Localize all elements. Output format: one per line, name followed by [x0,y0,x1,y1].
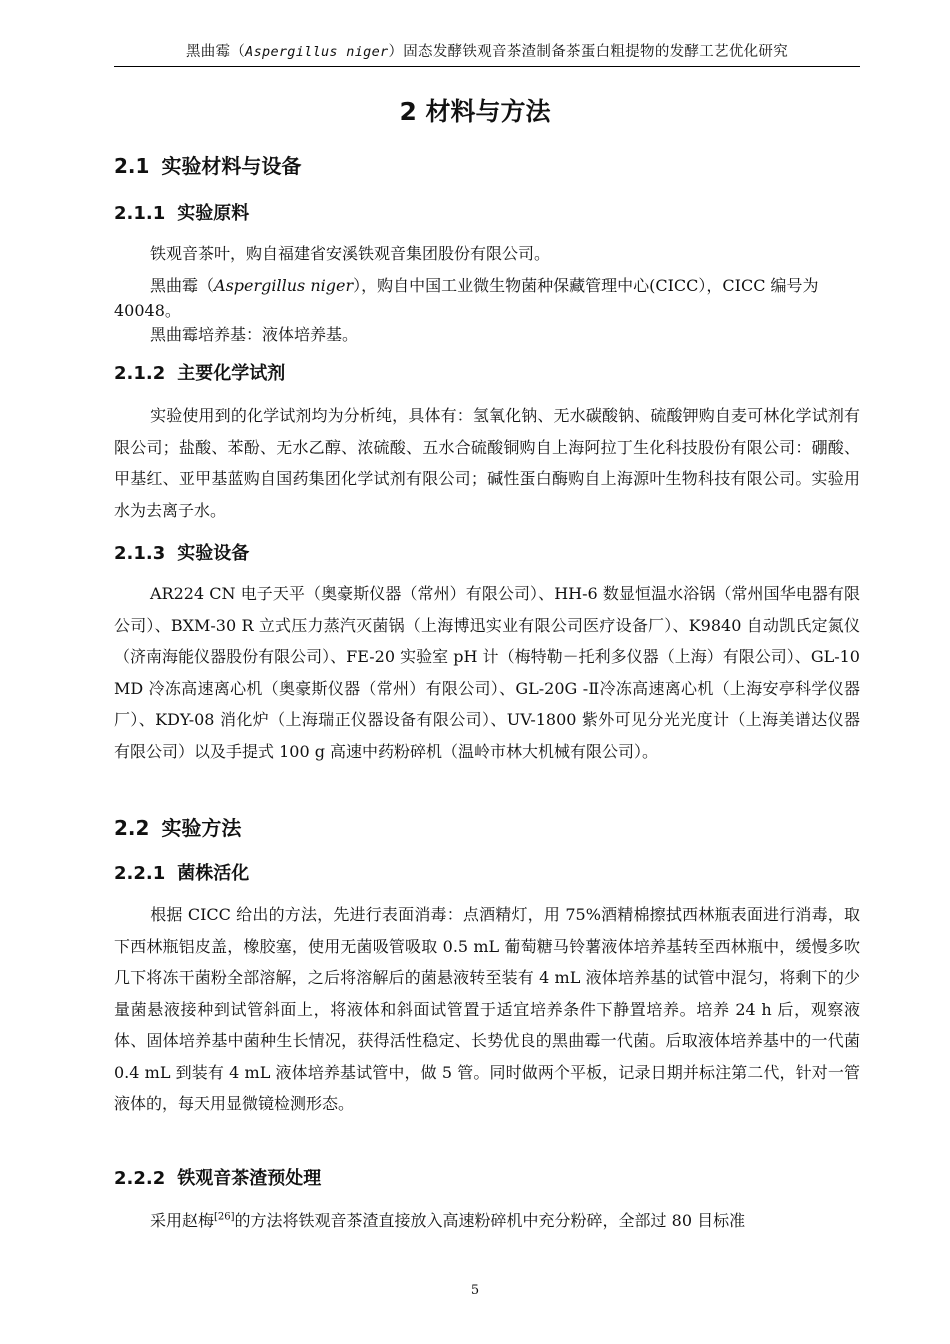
paragraph-pretreatment: 采用赵梅[26]的方法将铁观音茶渣直接放入高速粉碎机中充分粉碎，全部过 80 目标准 [150,1211,746,1230]
paragraph-reagents: 实验使用到的化学试剂均为分析纯，具体有：氢氧化钠、无水碳酸钠、硫酸钾购自麦可林化学试剂有限公司；盐酸、苯酚、无水乙醇、浓硫酸、五水合硫酸铜购自上海阿拉丁生化科技股份有限公司：硼酸、甲基红、亚甲基蓝购自国药集团化学试剂有限公司；碱性蛋白酶购自上海源叶生物科技有限公司。实验用水为去离子水。 [114,406,860,520]
header-suffix: ）固态发酵铁观音茶渣制备茶蛋白粗提物的发酵工艺优化研究 [388,44,789,60]
section-number: 2.1 [114,154,150,178]
section-2-1-3-heading [114,539,249,565]
section-title: 实验材料与设备 [161,154,302,178]
paragraph-strain-activation: 根据 CICC 给出的方法，先进行表面消毒：点酒精灯，用 75%酒精棉擦拭西林瓶表面进行消毒，取下西林瓶铝皮盖，橡胶塞，使用无菌吸管吸取 0.5 mL 葡萄糖马铃薯液体培养基转至西林瓶中，缓慢多吹几下将冻干菌粉全部溶解，之后将溶解后的菌悬液转至装有 4 mL 液体培养基的试管中混匀，将剩下的少量菌悬液接种到试管斜面上，将液体和斜面试管置于适宜培养条件下静置培养。培养 24 h 后，观察液体、固体培养基中菌种生长情况，获得活性稳定、长势优良的黑曲霉一代菌。后取液体培养基中的一代菌 0.4 mL 到装有 4 mL 液体培养基试管中，做 5 管。同时做两个平板，记录日期并标注第二代，针对一管液体的，每天用显微镜检测形态。 [114,905,860,1113]
paragraph-medium: 黑曲霉培养基：液体培养基。 [150,325,359,344]
section-title: 实验设备 [177,543,250,564]
section-2-2-heading [114,812,241,841]
paragraph-tea-source: 铁观音茶叶，购自福建省安溪铁观音集团股份有限公司。 [150,244,551,263]
section-number: 2.2 [114,816,150,840]
page-number: 5 [470,1283,480,1298]
section-number: 2.1.3 [114,543,166,564]
section-title: 菌株活化 [177,863,250,884]
section-number: 2.1.2 [114,363,166,384]
running-header [114,40,860,61]
section-title: 实验方法 [161,816,242,840]
section-2-1-2-heading [114,359,285,385]
section-2-2-2-heading [114,1164,321,1190]
section-2-1-1-heading [114,199,249,225]
section-title: 实验原料 [177,203,250,224]
section-number: 2.2.2 [114,1168,166,1189]
citation-ref: [26] [214,1211,235,1223]
section-number: 2.1.1 [114,203,166,224]
section-2-2-1-heading [114,859,249,885]
section-number: 2.2.1 [114,863,166,884]
section-title: 主要化学试剂 [177,363,286,384]
chapter-title: 2 材料与方法 [399,97,551,126]
section-2-1-heading [114,150,301,179]
header-rule [114,66,860,67]
header-prefix: 黑曲霉（ [185,44,246,60]
paragraph-equipment: AR224 CN 电子天平（奥豪斯仪器（常州）有限公司）、HH-6 数显恒温水浴锅（常州国华电器有限公司）、BXM-30 R 立式压力蒸汽灭菌锅（上海博迅实业有限公司医疗设备厂）、K9840 自动凯氏定氮仪（济南海能仪器股份有限公司）、FE-20 实验室 pH 计（梅特勒－托利多仪器（上海）有限公司）、GL-10 MD 冷冻高速离心机（奥豪斯仪器（常州）有限公司）、GL-20G -Ⅱ冷冻高速离心机（上海安亭科学仪器厂）、KDY-08 消化炉（上海瑞正仪器设备有限公司）、UV-1800 紫外可见分光光度计（上海美谱达仪器有限公司）以及手提式 100 g 高速中药粉碎机（温岭市林大机械有限公司）。 [114,584,860,761]
header-latin: Aspergillus niger [245,44,389,60]
paragraph-strain-source: 黑曲霉（Aspergillus niger），购自中国工业微生物菌种保藏管理中心(CICC），CICC 编号为 40048。 [114,276,819,320]
section-title: 铁观音茶渣预处理 [177,1168,322,1189]
